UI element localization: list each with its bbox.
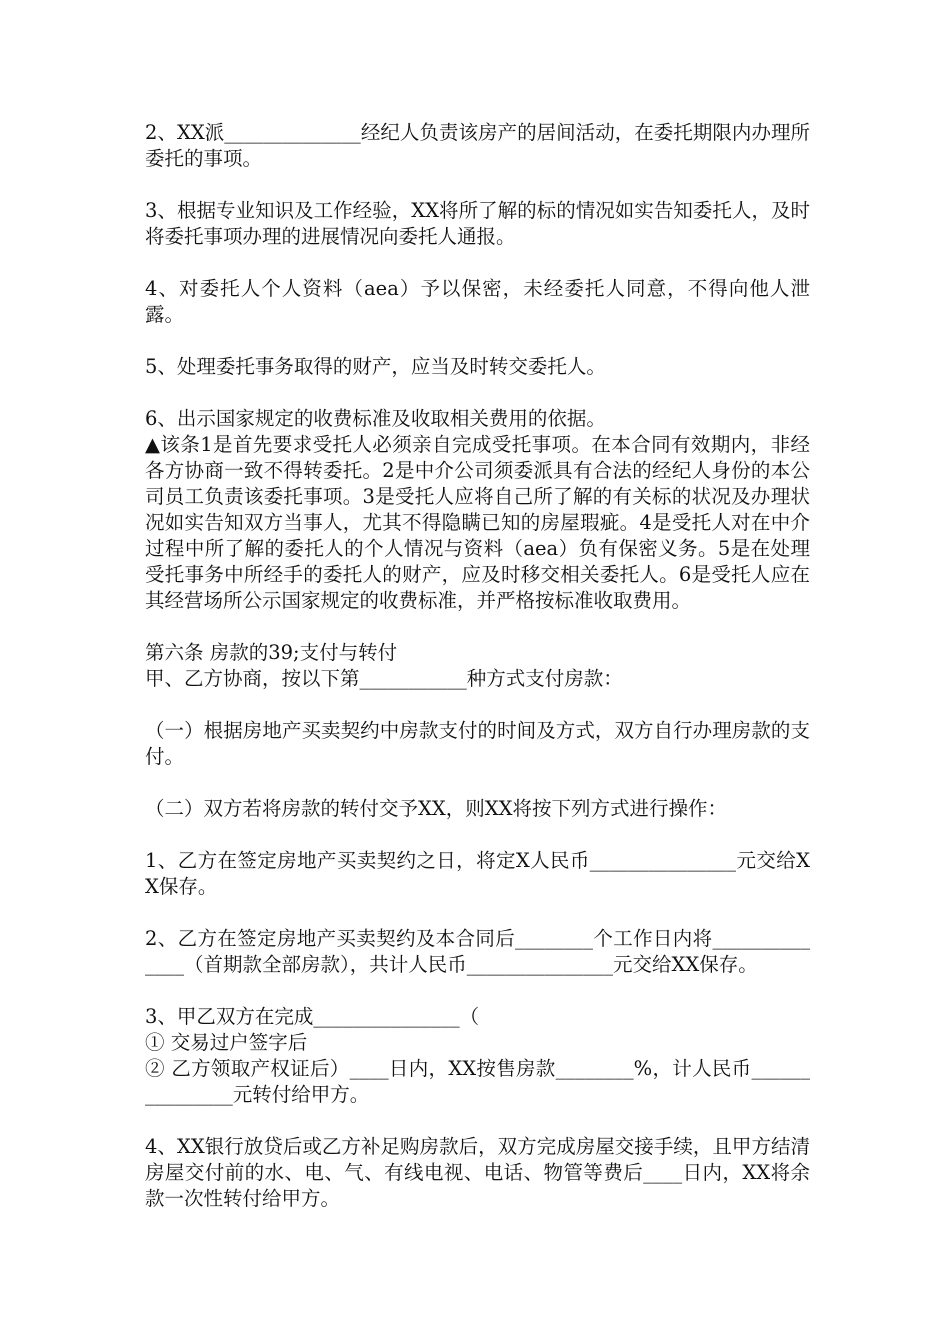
- clause-5: 5、处理委托事务取得的财产，应当及时转交委托人。: [145, 355, 606, 378]
- payment-step-1: 1、乙方在签定房地产买卖契约之日，将定X人民币_______________元交给XX保存。: [145, 849, 810, 898]
- document-page: [145, 120, 810, 1212]
- clause-3: 3、根据专业知识及工作经验，XX将所了解的标的情况如实告知委托人，及时将委托事项办理的进展情况向委托人通报。: [145, 199, 810, 248]
- payment-method-choice: 甲、乙方协商，按以下第___________种方式支付房款：: [145, 667, 623, 690]
- clause-6: 6、出示国家规定的收费标准及收取相关费用的依据。: [145, 407, 606, 430]
- payment-option-two: （二）双方若将房款的转付交予XX，则XX将按下列方式进行操作：: [145, 797, 728, 820]
- payment-step-3-option-1: ① 交易过户签字后: [145, 1031, 308, 1054]
- payment-step-3-option-2: ② 乙方领取产权证后）____日内，XX按售房款________%，计人民币_______________元转付给甲方。: [145, 1057, 810, 1106]
- payment-step-4: 4、XX银行放贷后或乙方补足购房款后，双方完成房屋交接手续，且甲方结清房屋交付前的水、电、气、有线电视、电话、物管等费后____日内，XX将余款一次性转付给甲方。: [145, 1135, 810, 1210]
- payment-step-2: 2、乙方在签定房地产买卖契约及本合同后________个工作日内将______________（首期款全部房款），共计人民币_______________元交给XX保存。: [145, 927, 810, 976]
- clause-4: 4、对委托人个人资料（aea）予以保密，未经委托人同意，不得向他人泄露。: [145, 277, 810, 326]
- payment-step-3: 3、甲乙双方在完成_______________（: [145, 1005, 480, 1028]
- payment-option-one: （一）根据房地产买卖契约中房款支付的时间及方式，双方自行办理房款的支付。: [145, 719, 810, 768]
- article-six-title: 第六条 房款的39;支付与转付: [145, 641, 398, 664]
- clause-2: 2、XX派______________经纪人负责该房产的居间活动，在委托期限内办理所委托的事项。: [145, 121, 810, 170]
- clause-explanation: ▲该条1是首先要求受托人必须亲自完成受托事项。在本合同有效期内，非经各方协商一致不得转委托。2是中介公司须委派具有合法的经纪人身份的本公司员工负责该委托事项。3是受托人应将自己所了解的有关标的状况及办理状况如实告知双方当事人，尤其不得隐瞒已知的房屋瑕疵。4是受托人对在中介过程中所了解的委托人的个人情况与资料（aea）负有保密义务。5是在处理受托事务中所经手的委托人的财产，应及时移交相关委托人。6是受托人应在其经营场所公示国家规定的收费标准，并严格按标准收取费用。: [145, 433, 810, 612]
